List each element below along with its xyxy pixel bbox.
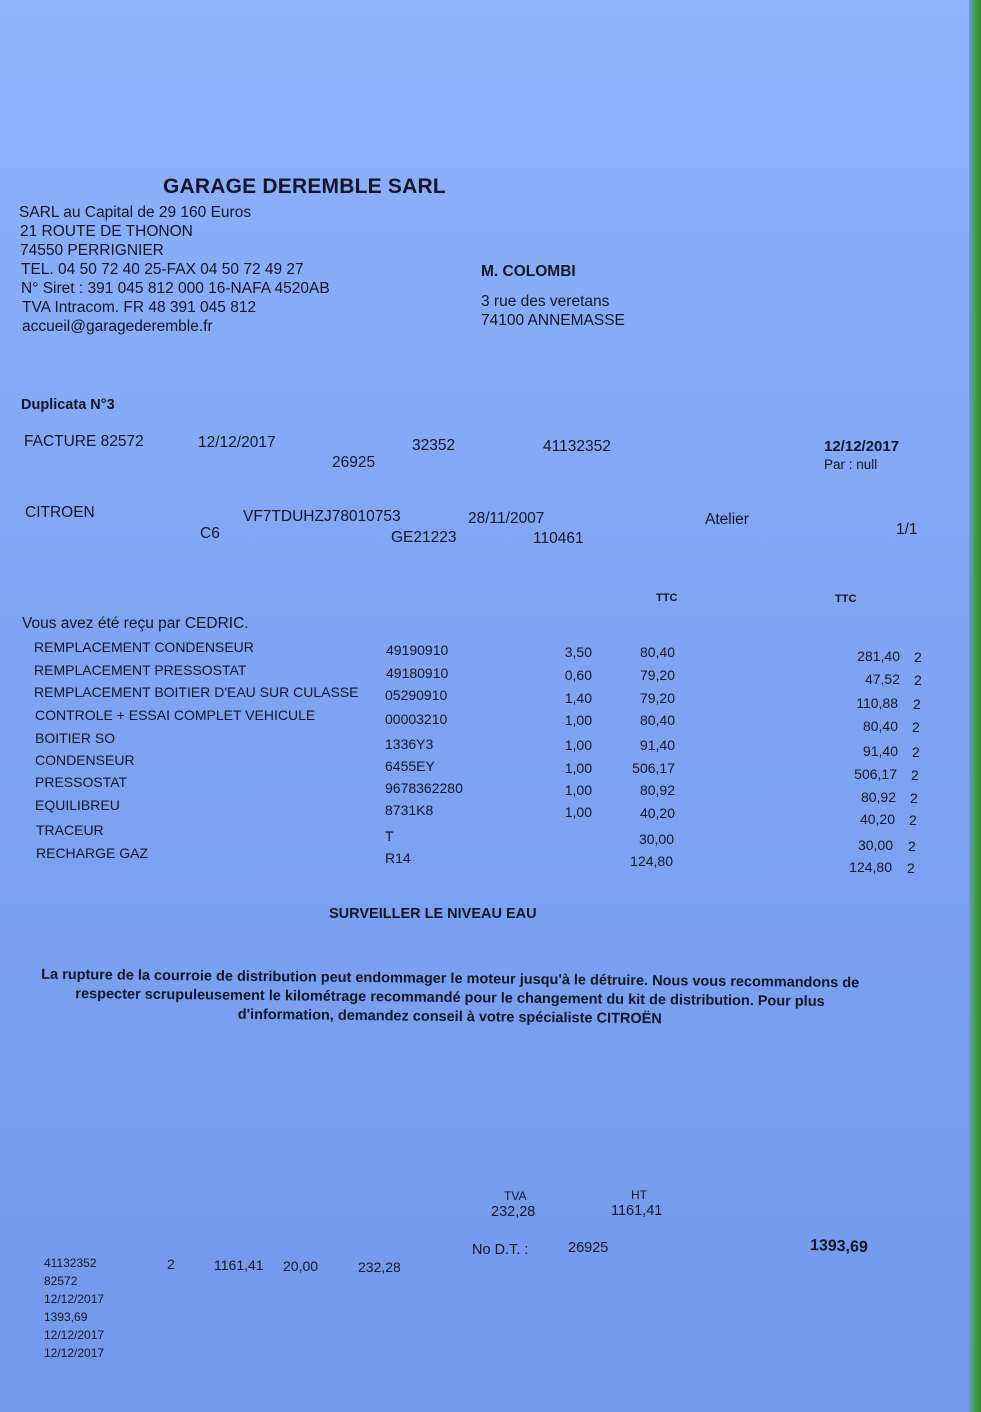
line-total: 506,17: [854, 766, 897, 782]
line-total: 40,20: [859, 811, 895, 827]
line-unit-price: 79,20: [639, 690, 675, 706]
line-unit-price: 80,92: [639, 782, 675, 798]
background-edge: [969, 0, 981, 1412]
line-total: 30,00: [857, 837, 893, 853]
page-number: 1/1: [896, 521, 918, 538]
line-vat-code: 2: [908, 838, 916, 854]
line-unit-price: 40,20: [639, 805, 675, 821]
vat-recap-rate: 20,00: [283, 1258, 319, 1274]
line-vat-code: 2: [912, 744, 920, 760]
line-vat-code: 2: [911, 767, 919, 783]
received-by: Vous avez été reçu par CEDRIC.: [22, 615, 249, 632]
line-qty: 1,40: [564, 690, 592, 706]
client-address-line2: 74100 ANNEMASSE: [481, 312, 625, 329]
footer-code: 41132352: [44, 1256, 97, 1270]
invoice-par: Par : null: [824, 457, 878, 472]
vehicle-brand: CITROEN: [25, 504, 95, 521]
line-qty: 0,60: [564, 667, 592, 683]
line-label: REMPLACEMENT CONDENSEUR: [34, 639, 254, 655]
line-label: BOITIER SO: [35, 730, 116, 746]
line-vat-code: 2: [912, 719, 920, 735]
line-qty: 1,00: [564, 782, 592, 798]
client-address-line1: 3 rue des veretans: [481, 293, 610, 310]
line-ref: 1336Y3: [385, 736, 434, 752]
company-siret: N° Siret : 391 045 812 000 16-NAFA 4520AB: [21, 280, 330, 297]
invoice-date: 12/12/2017: [198, 434, 276, 451]
company-phone: TEL. 04 50 72 40 25-FAX 04 50 72 49 27: [21, 261, 304, 278]
line-ref: 49190910: [386, 642, 449, 658]
line-label: CONDENSEUR: [35, 752, 135, 768]
vat-recap-code: 2: [167, 1256, 175, 1272]
line-unit-price: 124,80: [630, 853, 673, 869]
footer-code: 1393,69: [44, 1310, 88, 1324]
vehicle-mileage: 110461: [533, 530, 584, 547]
totals-ht-value: 1161,41: [611, 1203, 663, 1219]
vat-recap-amount: 232,28: [358, 1259, 401, 1275]
column-header-ttc-total: TTC: [835, 593, 857, 605]
company-street: 21 ROUTE DE THONON: [20, 223, 193, 240]
line-qty: 3,50: [564, 644, 592, 660]
totals-tva-value: 232,28: [491, 1204, 536, 1220]
line-total: 80,40: [862, 718, 898, 734]
workshop-label: Atelier: [705, 511, 749, 528]
line-label: EQUILIBREU: [35, 797, 120, 813]
dt-number-value: 26925: [568, 1240, 609, 1256]
invoice-date-right: 12/12/2017: [824, 438, 900, 455]
line-vat-code: 2: [909, 812, 917, 828]
line-unit-price: 80,40: [639, 644, 675, 660]
footer-code: 12/12/2017: [44, 1346, 105, 1360]
company-name: GARAGE DEREMBLE SARL: [163, 175, 446, 198]
invoice-ref-2: 32352: [412, 437, 456, 454]
line-vat-code: 2: [914, 672, 922, 688]
line-total: 281,40: [857, 648, 900, 664]
vat-recap-base: 1161,41: [214, 1257, 264, 1273]
dt-number-label: No D.T. :: [472, 1242, 529, 1258]
warning-message: SURVEILLER LE NIVEAU EAU: [329, 906, 537, 922]
line-label: REMPLACEMENT BOITIER D'EAU SUR CULASSE: [34, 684, 359, 700]
totals-tva-label: TVA: [504, 1189, 527, 1203]
invoice-number: FACTURE 82572: [24, 433, 144, 450]
line-label: CONTROLE + ESSAI COMPLET VEHICULE: [35, 707, 316, 723]
line-qty: 1,00: [564, 804, 592, 820]
line-ref: 00003210: [385, 711, 448, 727]
line-unit-price: 91,40: [639, 737, 675, 753]
line-total: 91,40: [862, 743, 898, 759]
line-total: 80,92: [860, 789, 896, 805]
company-city: 74550 PERRIGNIER: [20, 242, 164, 259]
company-vat: TVA Intracom. FR 48 391 045 812: [22, 299, 257, 316]
vehicle-model: C6: [200, 525, 220, 542]
line-label: REMPLACEMENT PRESSOSTAT: [34, 662, 247, 678]
line-ref: 9678362280: [385, 780, 463, 796]
vehicle-plate: GE21223: [391, 529, 457, 546]
line-ref: 6455EY: [385, 758, 435, 774]
line-label: PRESSOSTAT: [35, 774, 128, 790]
line-ref: R14: [385, 850, 411, 866]
duplicata-label: Duplicata N°3: [21, 397, 115, 413]
line-label: RECHARGE GAZ: [36, 845, 149, 861]
line-vat-code: 2: [910, 790, 918, 806]
line-vat-code: 2: [913, 696, 921, 712]
client-name: M. COLOMBI: [481, 263, 576, 280]
line-qty: 1,00: [564, 737, 592, 753]
totals-ht-label: HT: [631, 1188, 647, 1202]
footer-code: 12/12/2017: [44, 1328, 105, 1342]
footer-code: 82572: [44, 1274, 78, 1288]
line-vat-code: 2: [914, 649, 922, 665]
line-unit-price: 79,20: [639, 667, 675, 683]
line-unit-price: 30,00: [638, 831, 674, 847]
invoice-ref-1: 26925: [332, 454, 376, 471]
vehicle-vin: VF7TDUHZJ78010753: [243, 508, 401, 525]
line-total: 47,52: [864, 671, 900, 687]
line-ref: 05290910: [385, 687, 448, 703]
company-capital: SARL au Capital de 29 160 Euros: [19, 204, 252, 221]
line-total: 110,88: [856, 695, 898, 711]
line-ref: T: [385, 828, 394, 844]
total-ttc: 1393,69: [809, 1236, 869, 1257]
line-ref: 8731K8: [385, 802, 434, 818]
company-email: accueil@garagederemble.fr: [22, 318, 213, 335]
line-qty: 1,00: [564, 760, 592, 776]
line-unit-price: 506,17: [632, 760, 675, 776]
timing-belt-notice: La rupture de la courroie de distribution peut endommager le moteur jusqu'à le détruire. Nous vous recommandons de respecter scrupuleusement le kilométrage recommandé pour le changement du kit de distribution. Pour plus d'information, demandez conseil à votre spécialiste CITROËN: [41, 966, 860, 1028]
vehicle-first-registration: 28/11/2007: [468, 510, 545, 527]
line-ref: 49180910: [386, 665, 449, 681]
line-total: 124,80: [849, 859, 892, 875]
line-vat-code: 2: [907, 860, 915, 876]
line-qty: 1,00: [564, 712, 592, 728]
line-label: TRACEUR: [36, 822, 104, 838]
column-header-ttc-unit: TTC: [656, 592, 678, 604]
line-unit-price: 80,40: [639, 712, 675, 728]
footer-code: 12/12/2017: [44, 1292, 105, 1306]
invoice-ref-3: 41132352: [543, 438, 611, 455]
